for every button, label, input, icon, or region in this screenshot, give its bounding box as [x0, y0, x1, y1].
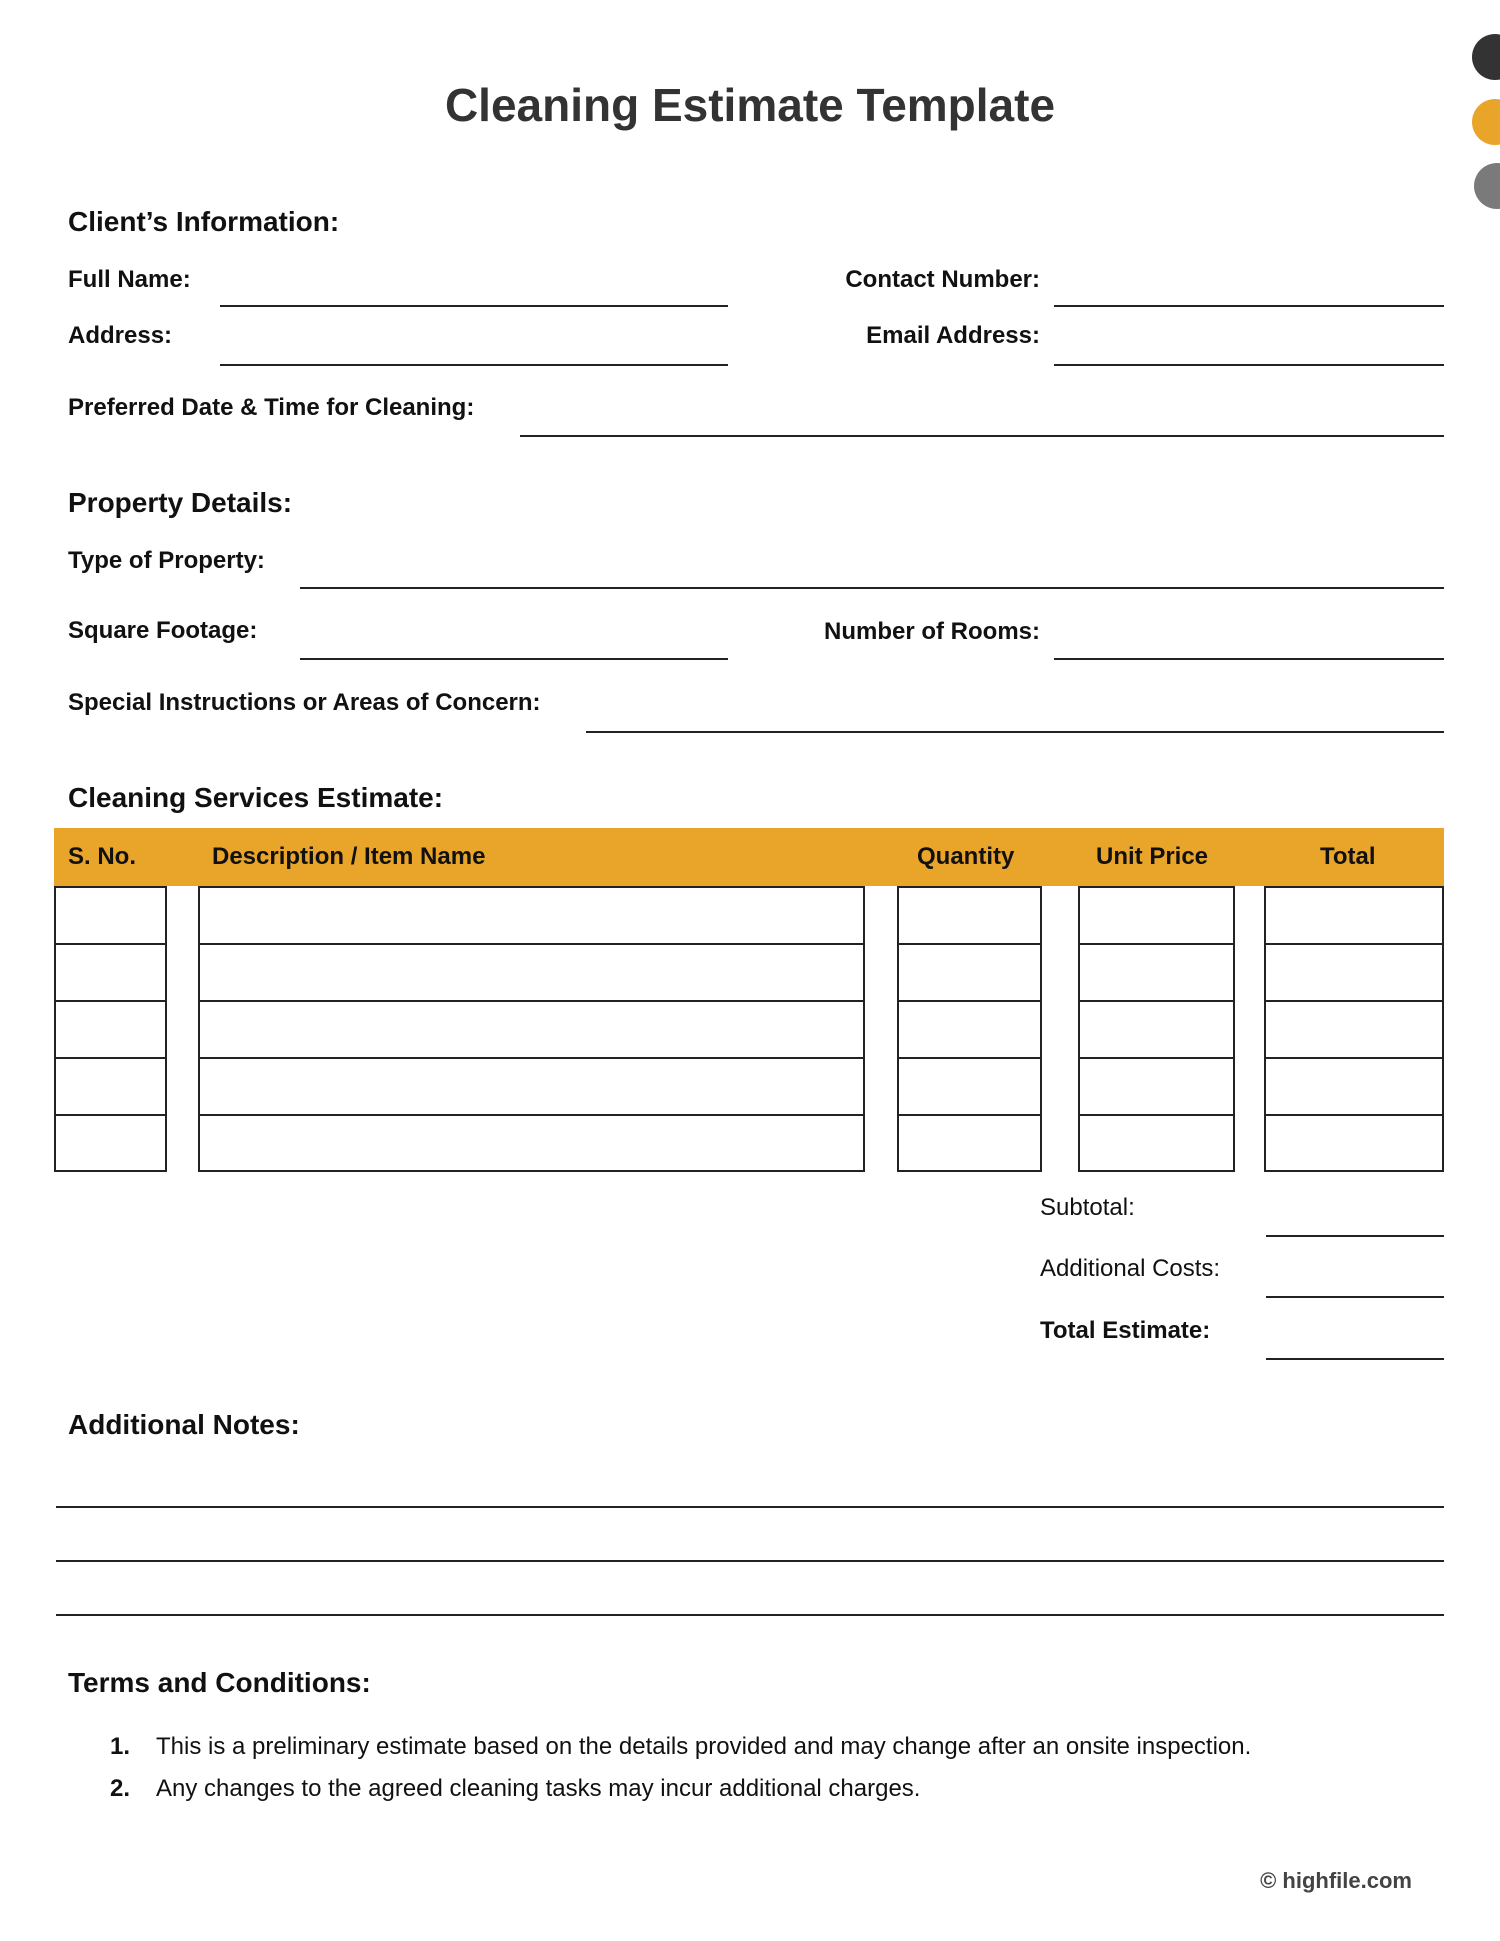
square-footage-label: Square Footage:: [68, 617, 258, 644]
property-details-heading: Property Details:: [68, 487, 293, 518]
footer-copyright: © highfile.com: [1260, 1868, 1412, 1893]
terms-heading: Terms and Conditions:: [68, 1667, 371, 1698]
column-header-description: Description / Item Name: [212, 843, 486, 870]
term-text-1: This is a preliminary estimate based on the details provided and may change after an onsite inspection.: [156, 1733, 1252, 1760]
client-info-heading: Client’s Information:: [68, 206, 340, 237]
number-of-rooms-label: Number of Rooms:: [824, 618, 1040, 645]
description-cell-4[interactable]: [200, 1059, 863, 1116]
page-title: Cleaning Estimate Template: [444, 79, 1056, 131]
column-header-sno: S. No.: [68, 843, 137, 870]
description-cell-5[interactable]: [200, 1116, 863, 1173]
full-name-label: Full Name:: [68, 266, 191, 293]
additional-costs-label: Additional Costs:: [1040, 1255, 1221, 1282]
unit-price-cell-4[interactable]: [1080, 1059, 1233, 1116]
term-text-2: Any changes to the agreed cleaning tasks may incur additional charges.: [156, 1775, 921, 1802]
term-number-2: 2.: [110, 1775, 131, 1802]
total-estimate-label: Total Estimate:: [1040, 1317, 1211, 1344]
total-estimate-field[interactable]: [1266, 1358, 1444, 1360]
sno-cell-4[interactable]: [56, 1059, 165, 1116]
estimate-heading: Cleaning Services Estimate:: [68, 782, 444, 813]
total-cell-4[interactable]: [1266, 1059, 1442, 1116]
special-instructions-label: Special Instructions or Areas of Concern:: [68, 689, 541, 716]
additional-costs-field[interactable]: [1266, 1296, 1444, 1298]
estimate-table-header: [54, 828, 1444, 886]
sno-cell-5[interactable]: [56, 1116, 165, 1173]
property-type-field[interactable]: [300, 587, 1444, 589]
total-column: [1264, 886, 1444, 1172]
quantity-cell-4[interactable]: [899, 1059, 1040, 1116]
address-field[interactable]: [220, 364, 728, 366]
total-cell-2[interactable]: [1266, 945, 1442, 1002]
term-item-1: [110, 1726, 1251, 1768]
square-footage-field[interactable]: [300, 658, 728, 660]
property-type-label: Type of Property:: [68, 547, 265, 574]
column-header-unit-price: Unit Price: [1096, 843, 1209, 870]
quantity-cell-2[interactable]: [899, 945, 1040, 1002]
contact-number-label: Contact Number:: [845, 266, 1040, 293]
email-address-field[interactable]: [1054, 364, 1444, 366]
quantity-column: [897, 886, 1042, 1172]
terms-list: [110, 1726, 1251, 1810]
unit-price-cell-5[interactable]: [1080, 1116, 1233, 1173]
unit-price-cell-1[interactable]: [1080, 888, 1233, 945]
unit-price-column: [1078, 886, 1235, 1172]
unit-price-cell-2[interactable]: [1080, 945, 1233, 1002]
total-cell-5[interactable]: [1266, 1116, 1442, 1173]
total-cell-1[interactable]: [1266, 888, 1442, 945]
contact-number-field[interactable]: [1054, 305, 1444, 307]
quantity-cell-3[interactable]: [899, 1002, 1040, 1059]
total-cell-3[interactable]: [1266, 1002, 1442, 1059]
decorative-dot-gray: [1474, 163, 1500, 209]
column-header-total: Total: [1320, 843, 1376, 870]
term-item-2: [110, 1768, 1251, 1810]
description-cell-3[interactable]: [200, 1002, 863, 1059]
sno-cell-1[interactable]: [56, 888, 165, 945]
column-header-quantity: Quantity: [917, 843, 1015, 870]
sno-column: [54, 886, 167, 1172]
full-name-field[interactable]: [220, 305, 728, 307]
notes-line-2[interactable]: [56, 1560, 1444, 1562]
description-column: [198, 886, 865, 1172]
description-cell-1[interactable]: [200, 888, 863, 945]
description-cell-2[interactable]: [200, 945, 863, 1002]
term-number-1: 1.: [110, 1733, 131, 1760]
subtotal-label: Subtotal:: [1040, 1194, 1135, 1221]
address-label: Address:: [68, 322, 173, 349]
special-instructions-field[interactable]: [586, 731, 1444, 733]
quantity-cell-1[interactable]: [899, 888, 1040, 945]
quantity-cell-5[interactable]: [899, 1116, 1040, 1173]
preferred-date-field[interactable]: [520, 435, 1444, 437]
notes-line-3[interactable]: [56, 1614, 1444, 1616]
email-address-label: Email Address:: [866, 322, 1040, 349]
unit-price-cell-3[interactable]: [1080, 1002, 1233, 1059]
decorative-dot-dark: [1472, 34, 1500, 80]
subtotal-field[interactable]: [1266, 1235, 1444, 1237]
sno-cell-2[interactable]: [56, 945, 165, 1002]
additional-notes-heading: Additional Notes:: [68, 1409, 300, 1440]
notes-line-1[interactable]: [56, 1506, 1444, 1508]
sno-cell-3[interactable]: [56, 1002, 165, 1059]
number-of-rooms-field[interactable]: [1054, 658, 1444, 660]
preferred-date-label: Preferred Date & Time for Cleaning:: [68, 394, 475, 421]
